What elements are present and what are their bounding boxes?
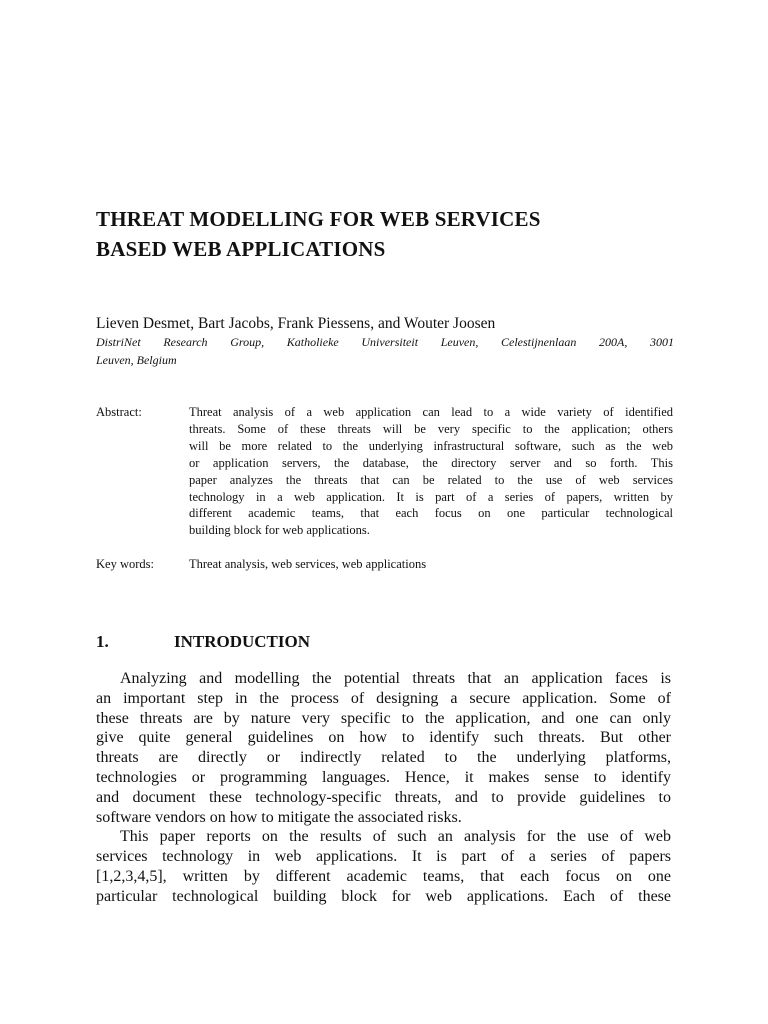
abstract-line: Threat analysis of a web application can lead to a wide variety of identified (189, 405, 673, 419)
abstract-line: building block for web applications. (189, 523, 370, 538)
section-number: 1. (96, 632, 109, 651)
keywords-label: Key words: (96, 557, 154, 571)
body-line: and document these technology-specific threats, and to provide guidelines to (96, 788, 671, 806)
body-line: threats are directly or indirectly related to the underlying platforms, (96, 749, 671, 767)
abstract-line: different academic teams, that each focus on one particular technological (189, 506, 673, 521)
abstract-label: Abstract: (96, 405, 142, 419)
abstract-line: or application servers, the database, the directory server and so forth. This (189, 455, 673, 470)
body-line: services technology in web applications. It is part of a series of papers (96, 848, 671, 866)
affiliation-line: Leuven, Belgium (96, 353, 177, 367)
paper-authors: Lieven Desmet, Bart Jacobs, Frank Piessens, and Wouter Joosen (96, 315, 496, 332)
keywords-text: Threat analysis, web services, web applications (189, 557, 427, 571)
body-line: software vendors on how to mitigate the associated risks. (96, 808, 462, 826)
body-line: technologies or programming languages. Hence, it makes sense to identify (96, 768, 671, 786)
body-line: give quite general guidelines on how to identify such threats. But other (96, 729, 671, 747)
title-line: BASED WEB APPLICATIONS (96, 237, 386, 261)
body-line: particular technological building block for web applications. Each of these (96, 887, 671, 905)
affiliation-line: DistriNet Research Group, Katholieke Universiteit Leuven, Celestijnenlaan 200A, 3001 (96, 335, 674, 349)
body-line: This paper reports on the results of such an analysis for the use of web (120, 828, 671, 846)
section-heading (96, 630, 310, 654)
abstract-line: technology in a web application. It is part of a series of papers, written by (189, 489, 673, 504)
abstract-text (189, 404, 673, 539)
body-line: Analyzing and modelling the potential threats that an application faces is (120, 670, 671, 687)
body-line: an important step in the process of designing a secure application. Some of (96, 689, 671, 707)
title-line: THREAT MODELLING FOR WEB SERVICES (96, 207, 541, 231)
abstract-line: will be more related to the underlying infrastructural software, such as the web (189, 438, 673, 453)
abstract-line: paper analyzes the threats that can be related to the use of web services (189, 472, 673, 487)
body-line: these threats are by nature very specific to the application, and one can only (96, 709, 671, 727)
paper-affiliation (96, 333, 674, 369)
body-line: [1,2,3,4,5], written by different academic teams, that each focus on one (96, 867, 671, 885)
paper-title (96, 204, 696, 264)
section-title: INTRODUCTION (174, 632, 311, 651)
introduction-body (96, 669, 671, 907)
abstract-line: threats. Some of these threats will be very specific to the application; others (189, 421, 673, 436)
